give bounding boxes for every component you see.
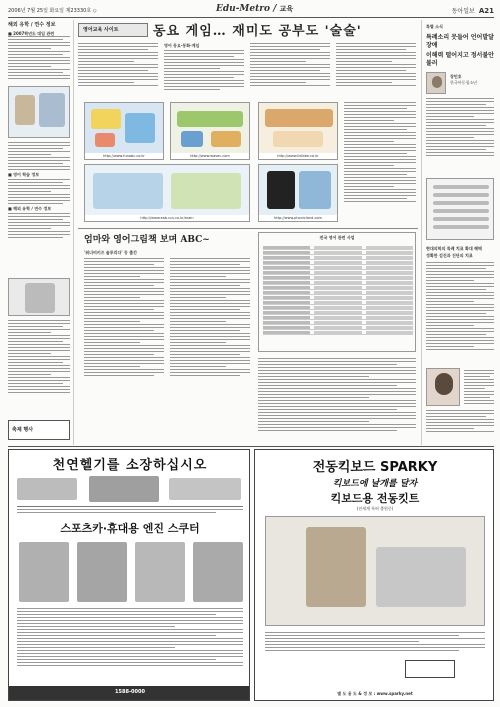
story-col-1 <box>78 43 158 88</box>
ad-left-phone: 1588-0000 <box>115 689 145 695</box>
ad-heli-1 <box>17 478 77 500</box>
right-kicker: 특별 소식 <box>426 24 443 29</box>
mid-sub: '워너비키즈 솔루리다' 등 출간 <box>84 250 137 255</box>
ads-rule <box>8 446 494 447</box>
left-tag-3: ■ 영어 학습 정보 <box>8 172 40 177</box>
byline-photo <box>426 72 446 94</box>
story-col-5 <box>344 102 416 204</box>
site-caption-4: http://www.eab-ccs.co.kr/main <box>85 215 249 221</box>
ad-right-text <box>265 632 485 653</box>
left-tag-4: ■ 해외 유학 / 연수 정보 <box>8 206 52 211</box>
left-photo <box>8 86 70 138</box>
byline-name: 장민호 <box>450 74 462 79</box>
right-headline-a: 특례소리 뭇들어 언어발달 장애 <box>426 34 494 49</box>
ad-right-spec: (전세계 특허 출원중) <box>356 506 394 511</box>
ad-right-product: 킥보드용 전동킷트 <box>330 492 420 505</box>
header-date: 2006년 7월 25일 화요일 제23330호 ◇ <box>8 8 97 14</box>
left-photo-2 <box>8 278 70 316</box>
ad-right-badge <box>405 660 455 678</box>
table-title: 전국 영어 관련 사업 <box>319 235 355 240</box>
header-page: 동아일보 A21 <box>451 7 494 15</box>
ad-heli-3 <box>169 478 241 500</box>
ad-scooter-3 <box>135 542 185 602</box>
right-col-text-4 <box>426 410 494 434</box>
ad-left-text-2 <box>17 608 243 668</box>
right-portrait <box>426 368 460 406</box>
ad-right-footer: 별 도 용 도 & 정 보 : www.sparky.net <box>337 691 413 696</box>
ad-kickboard <box>254 449 494 701</box>
site-shot-4 <box>84 164 250 222</box>
ad-helicopter <box>8 449 250 701</box>
story-col-4 <box>336 43 416 88</box>
table-rows <box>263 245 413 335</box>
mid-col-1 <box>84 258 164 378</box>
right-subhead-2: 정확한 검진과 진단의 치료 <box>426 253 473 258</box>
site-shot-2 <box>170 102 250 160</box>
story-kicker-box <box>78 23 148 37</box>
ad-right-title: 전동킥보드 SPARKY <box>312 460 438 475</box>
mid-headline: 엄마와 영어그림책 보며 ABC~ <box>84 235 210 245</box>
right-col-text <box>426 98 494 158</box>
site-shot-1 <box>84 102 164 160</box>
site-table <box>258 232 416 352</box>
right-diagram <box>426 178 494 240</box>
story-col-3 <box>250 43 330 88</box>
ad-right-sub: 킥보드에 날개를 달자 <box>332 479 418 489</box>
site-caption-5: http://www.phonicland.com <box>259 215 337 221</box>
ad-scooter-4 <box>193 542 243 602</box>
right-col-text-2 <box>426 262 494 352</box>
ad-heli-2 <box>89 476 159 502</box>
site-shot-5 <box>258 164 338 222</box>
story-sub: 영어 동요·동화·게임 <box>164 43 200 48</box>
right-col-text-3 <box>464 370 494 406</box>
ad-scooter-1 <box>19 542 69 602</box>
ad-left-title: 천연헬기를 소장하십시오 <box>52 458 208 473</box>
mid-col-3 <box>258 358 416 433</box>
ad-scooter-2 <box>77 542 127 602</box>
ad-left-sub: 스포츠카·휴대용 엔진 스쿠터 <box>60 522 200 535</box>
right-headline-b: 이해력 떨어지고 정서불안 불러 <box>426 52 494 67</box>
left-column-2 <box>8 142 70 240</box>
site-caption-1: http://www.funabc.co.kr <box>85 153 163 159</box>
story-col-2 <box>164 43 244 92</box>
header-rule <box>8 17 494 18</box>
left-column <box>8 22 70 81</box>
left-tag-1: 해외 유학 / 연수 정보 <box>8 22 56 28</box>
byline-role: 한국아동청소년 <box>450 80 478 85</box>
page-header <box>8 4 494 16</box>
event-label: 축제 행사 <box>12 427 34 433</box>
ad-left-footer <box>9 686 250 700</box>
mid-col-2 <box>170 258 250 378</box>
site-shot-3 <box>258 102 338 160</box>
left-column-3 <box>8 320 70 395</box>
right-subhead: 현대의학의 특례 치료 확대 혜택 <box>426 246 482 251</box>
site-caption-2: http://www.wasec.com <box>171 153 249 159</box>
header-brand: Edu-Metro / 교육 <box>216 4 294 14</box>
event-box <box>8 420 70 440</box>
mid-rule <box>78 228 418 229</box>
story-headline: 동요 게임… 재미도 공부도 '술술' <box>153 24 362 39</box>
left-tag-2: ■ 2007학년도 대입 관련 <box>8 31 55 36</box>
story-kicker: 영어교육 사이트 <box>83 27 119 33</box>
ad-left-text-1 <box>17 506 243 515</box>
ad-kickboard-photo <box>265 516 485 626</box>
column-rule-1 <box>73 20 74 445</box>
column-rule-2 <box>421 20 422 445</box>
site-caption-3: http://www.ildlabe.co.kr <box>259 153 337 159</box>
